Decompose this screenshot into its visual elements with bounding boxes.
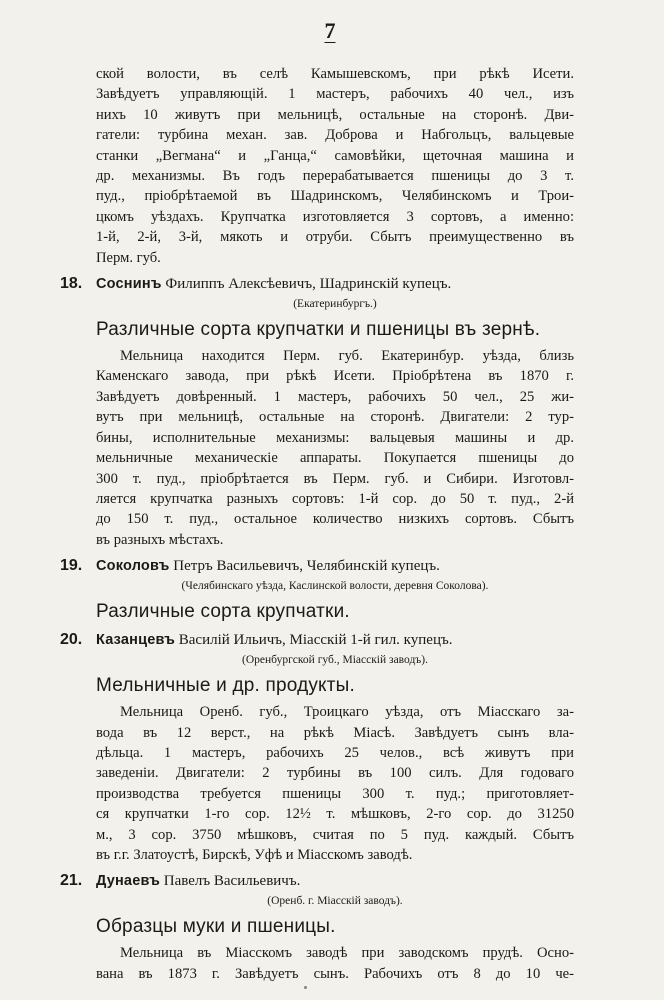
entry-product: Различные сорта крупчатки и пшеницы въ зернѣ.	[96, 319, 541, 341]
entry-description	[96, 702, 574, 865]
entry-number: 20.	[60, 631, 83, 649]
entry-surname: Соколовъ	[96, 558, 170, 575]
entry-name-rest: Василій Ильичъ, Міасскій 1-й гил. купецъ.	[175, 632, 453, 649]
text-line: мельничные механическіе аппараты. Покупается пшеницы до	[96, 450, 574, 467]
text-line: нихъ 10 живутъ при мельницѣ, остальные на сторонѣ. Дви-	[96, 106, 574, 123]
entry-number: 19.	[60, 557, 83, 575]
entry-name-rest: Филиппъ Алексѣевичъ, Шадринскій купецъ.	[161, 276, 452, 293]
entry-name-rest: Петръ Васильевичъ, Челябинскій купецъ.	[169, 558, 440, 575]
entry-number: 18.	[60, 275, 83, 293]
entry-location: (Оренб. г. Міасскій заводъ).	[267, 895, 403, 908]
text-line: Мельница Оренб. губ., Троицкаго уѣзда, отъ Міасскаго за-	[120, 704, 574, 721]
text-line: до 150 т. пуд., остальное количество низкихъ сортовъ. Сбытъ	[96, 511, 574, 528]
text-line: станки „Вегмана“ и „Ганца,“ самовѣйки, щеточная машина и	[96, 147, 574, 164]
entry-location: (Челябинскаго уѣзда, Каслинской волости, деревня Соколова).	[181, 580, 489, 593]
text-line: 300 т. пуд., пріобрѣтается въ Перм. губ. и Сибири. Изготовл-	[96, 470, 574, 487]
text-line: пуд., пріобрѣтаемой въ Шадринскомъ, Челябинскомъ и Трои-	[96, 188, 574, 205]
text-line: Завѣдуетъ довѣренный. 1 мастеръ, рабочихъ 50 чел., 25 жи-	[96, 388, 574, 405]
text-line: гатели: турбина механ. зав. Доброва и Набгольцъ, вальцевые	[96, 127, 574, 144]
text-line: производства требуется пшеницы 300 т. пуд.; приготовляет-	[96, 785, 574, 802]
entry-location: (Екатеринбургъ.)	[293, 298, 377, 311]
text-line: 1-й, 2-й, 3-й, мякоть и отруби. Сбытъ преимущественно въ	[96, 229, 574, 246]
text-line: Завѣдуетъ управляющій. 1 мастеръ, рабочихъ 40 чел., изъ	[96, 86, 574, 103]
text-line: вана въ 1873 г. Завѣдуетъ сынъ. Рабочихъ отъ 8 до 10 че-	[96, 965, 574, 982]
text-line: вутъ при мельницѣ, остальные на сторонѣ. Двигатели: 2 тур-	[96, 409, 574, 426]
entry-number: 21.	[60, 872, 83, 890]
text-line: въ г.г. Златоустѣ, Бирскѣ, Уфѣ и Міасскомъ заводѣ.	[96, 846, 413, 863]
entry-description	[96, 943, 574, 984]
text-line: Перм. губ.	[96, 249, 161, 266]
entry-product: Образцы муки и пшеницы.	[96, 916, 336, 938]
text-line: ся крупчатки 1-го сор. 12½ т. мѣшковъ, 2-го сор. до 31250	[96, 806, 574, 823]
text-column	[60, 64, 574, 984]
text-line: ляется крупчатка разныхъ сортовъ: 1-й сор. до 50 т. пуд., 2-й	[96, 490, 574, 507]
text-line: ской волости, въ селѣ Камышевскомъ, при рѣкѣ Исети.	[96, 66, 574, 82]
entry-location: (Оренбургской губ., Міасскій заводъ).	[242, 654, 428, 667]
entry-product: Различные сорта крупчатки.	[96, 601, 350, 623]
text-line: др. механизмы. Въ годъ перерабатывается пшеницы до 3 т.	[96, 168, 574, 185]
page-number: 7	[324, 18, 336, 43]
text-line: Каменскаго завода, при рѣкѣ Исети. Пріобрѣтена въ 1870 г.	[96, 368, 574, 385]
entry-surname: Соснинъ	[96, 276, 162, 293]
text-line: заведеніи. Двигатели: 2 турбины въ 100 силъ. Для годоваго	[96, 765, 574, 782]
text-line: Мельница въ Міасскомъ заводѣ при заводскомъ прудѣ. Осно-	[120, 945, 574, 962]
paper-speck	[304, 986, 307, 989]
entry-heading-21	[60, 871, 574, 891]
entry-heading-18	[60, 274, 574, 294]
text-line: дѣльца. 1 мастеръ, рабочихъ 25 челов., всѣ живутъ при	[96, 744, 574, 761]
text-line: Мельница находится Перм. губ. Екатеринбур. уѣзда, близь	[120, 348, 574, 365]
text-line: м., 3 сор. 3750 мѣшковъ, считая по 5 пуд. каждый. Сбытъ	[96, 826, 574, 843]
continuation-paragraph	[96, 64, 574, 268]
text-line: вода въ 12 верст., на рѣкѣ Міасѣ. Завѣдуетъ сынъ вла-	[96, 724, 574, 741]
entry-product: Мельничные и др. продукты.	[96, 675, 356, 697]
text-line: цкомъ уѣздахъ. Крупчатка изготовляется 3 сортовъ, а именно:	[96, 208, 574, 225]
entry-description	[96, 346, 574, 550]
entry-name-rest: Павелъ Васильевичъ.	[159, 873, 301, 890]
entry-surname: Дунаевъ	[96, 873, 160, 890]
entry-heading-19	[60, 556, 574, 576]
entry-heading-20	[60, 630, 574, 650]
entry-surname: Казанцевъ	[96, 632, 176, 649]
text-line: бины, исполнительные механизмы: вальцевыя машины и др.	[96, 429, 574, 446]
text-line: въ разныхъ мѣстахъ.	[96, 531, 224, 548]
